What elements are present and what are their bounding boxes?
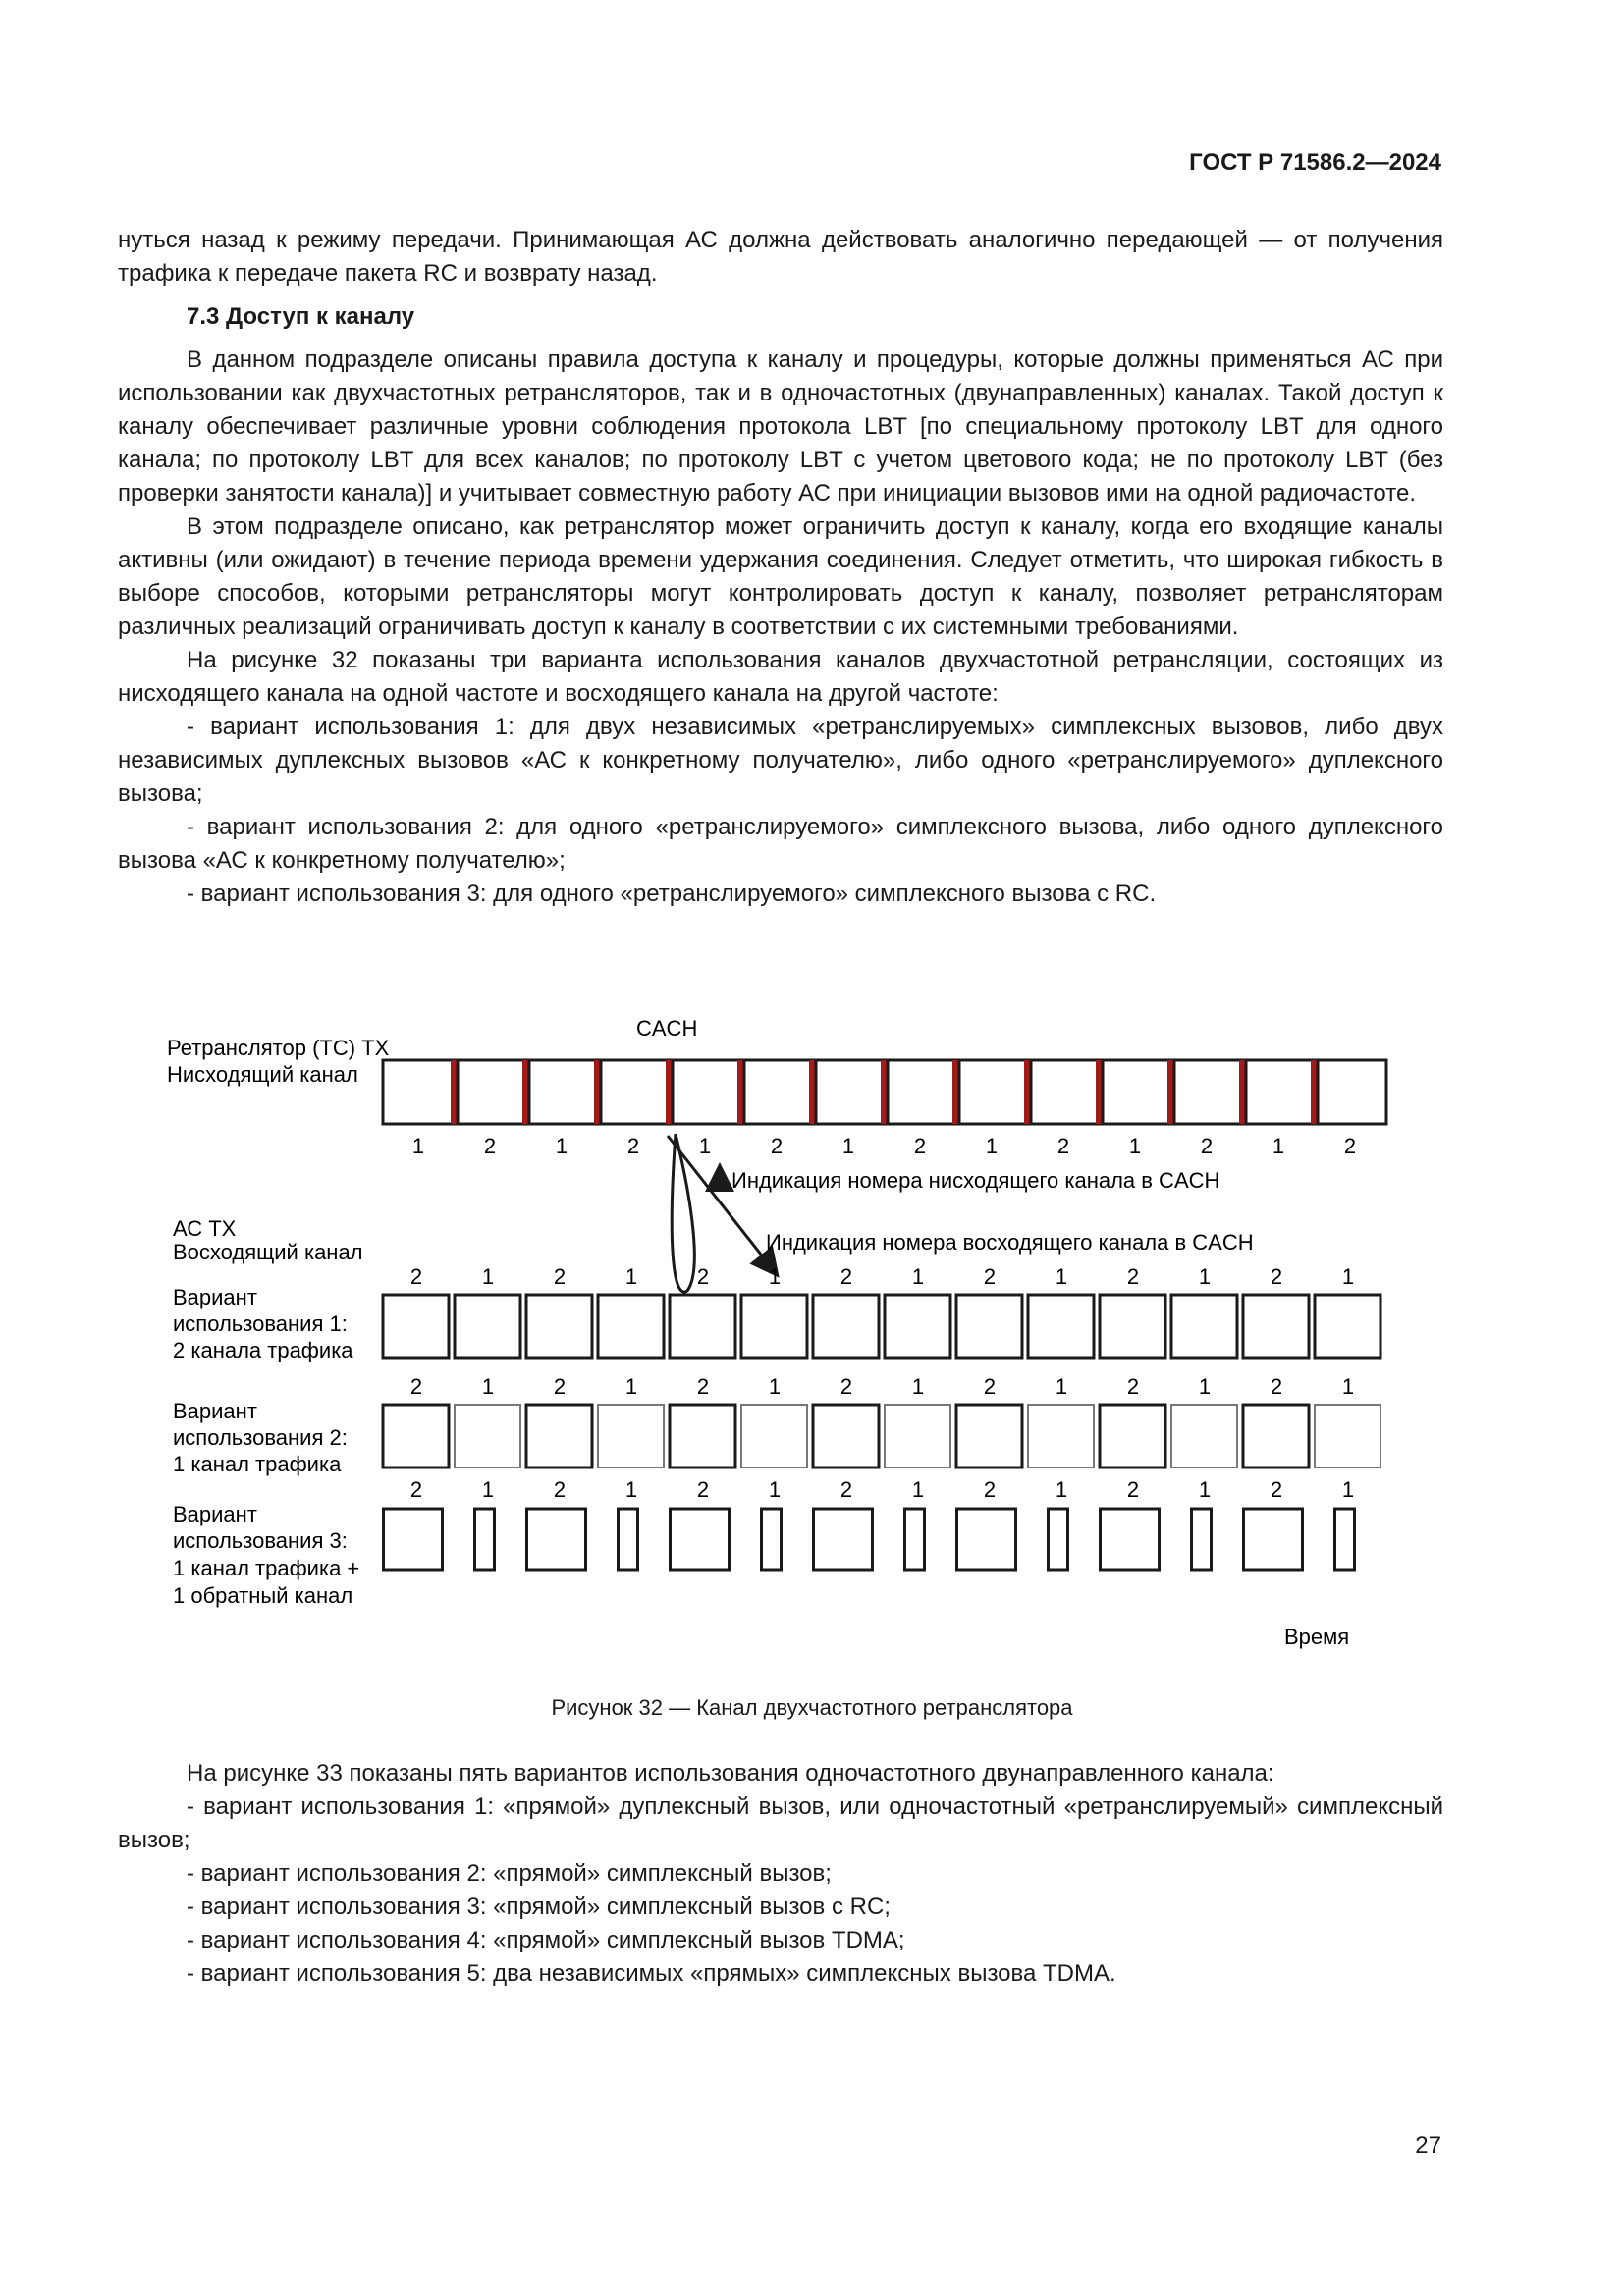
return-channel-slot (762, 1509, 782, 1570)
uplink-slot-number: 1 (481, 1374, 495, 1399)
downlink-slot-number: 1 (1272, 1134, 1285, 1158)
uplink-slot-number: 1 (481, 1477, 495, 1502)
idle-slot (741, 1405, 807, 1468)
downlink-slot-number: 2 (626, 1134, 640, 1158)
uplink-slot-number: 1 (481, 1264, 495, 1289)
uplink-slot-number: 1 (768, 1374, 782, 1399)
variant-1-label-line-1: Вариант (173, 1285, 257, 1309)
traffic-slot (598, 1295, 664, 1358)
uplink-slot-number: 2 (839, 1374, 853, 1399)
uplink-slot-number: 2 (1270, 1374, 1283, 1399)
traffic-slot (1028, 1295, 1094, 1358)
return-channel-slot (475, 1509, 495, 1570)
uplink-slot-number: 1 (624, 1264, 638, 1289)
paragraph-1: В данном подразделе описаны правила доступа к каналу и процедуры, которые должны применяться АС при использовании как двухчастотных ретрансляторов, так и в одночастотных (двунаправленных) каналах. Такой доступ к каналу обеспечивает различные уровни соблюдения протокола LBT [по специальному протоколу LBT для одного канала; по протоколу LBT для всех каналов; по протоколу LBT с учетом цветового кода; не по протоколу LBT (без проверки занятости канала)] и учитывает совместную работу АС при инициации вызовов ими на одной радиочастоте. (118, 347, 1443, 507)
traffic-slot (670, 1295, 735, 1358)
uplink-slot-number: 1 (1198, 1477, 1212, 1502)
traffic-slot (383, 1405, 449, 1468)
uplink-label-1: АС ТХ (173, 1216, 237, 1241)
downlink-slot-number: 1 (985, 1134, 999, 1158)
uplink-slot-number: 2 (1126, 1264, 1140, 1289)
time-label: Время (1284, 1625, 1350, 1649)
traffic-slot (383, 1295, 449, 1358)
uplink-slot-number: 2 (1126, 1374, 1140, 1399)
uplink-slot-number: 1 (1198, 1264, 1212, 1289)
downlink-slot-number: 2 (913, 1134, 927, 1158)
traffic-slot (455, 1295, 520, 1358)
uplink-slot-number: 1 (1055, 1477, 1068, 1502)
idle-slot (455, 1405, 520, 1468)
page-number: 27 (1415, 2132, 1441, 2159)
uplink-slot-number: 2 (409, 1477, 423, 1502)
return-channel-slot (1192, 1509, 1212, 1570)
downlink-row (383, 1060, 1386, 1124)
variant-3-label-line-4: 1 обратный канал (173, 1583, 353, 1608)
bullet-3: - вариант использования 3: для одного «ретранслируемого» симплексного вызова с RC. (187, 881, 1157, 907)
bottom-paragraph: На рисунке 33 показаны пять вариантов использования одночастотного двунаправленного канала: (187, 1760, 1274, 1787)
variant-1-label-line-3: 2 канала трафика (173, 1338, 353, 1362)
document-header: ГОСТ Р 71586.2—2024 (1189, 149, 1441, 176)
bottom-text-block (118, 1757, 1443, 1991)
uplink-slot-number: 2 (409, 1374, 423, 1399)
downlink-slot-number: 1 (698, 1134, 712, 1158)
traffic-slot (1243, 1405, 1309, 1468)
return-channel-slot (1049, 1509, 1068, 1570)
variant-1-label-line-2: использования 1: (173, 1311, 348, 1336)
uplink-slot-number: 2 (696, 1264, 710, 1289)
downlink-slot-number: 1 (841, 1134, 855, 1158)
bottom-bullet-4: - вариант использования 4: «прямой» симплексный вызов TDMA; (187, 1927, 905, 1953)
cach-bar (666, 1060, 672, 1124)
downlink-slot-number: 2 (1343, 1134, 1357, 1158)
traffic-slot (1100, 1405, 1165, 1468)
downlink-slot-number: 1 (555, 1134, 568, 1158)
uplink-slot-number: 1 (911, 1477, 925, 1502)
top-text-block (118, 224, 1443, 911)
traffic-slot (1101, 1509, 1160, 1570)
traffic-slot (885, 1295, 950, 1358)
bottom-bullet-1: - вариант использования 1: «прямой» дуплексный вызов, или одночастотный «ретранслируемый» симплексный вызов; (118, 1793, 1443, 1853)
uplink-slot-number: 2 (553, 1264, 567, 1289)
figure-32 (0, 1006, 1624, 1674)
uplink-slot-number: 2 (1270, 1477, 1283, 1502)
uplink-slot-number: 1 (911, 1264, 925, 1289)
traffic-slot (1243, 1295, 1309, 1358)
variant-3-label-line-1: Вариант (173, 1502, 257, 1526)
uplink-slot-number: 1 (1198, 1374, 1212, 1399)
uplink-slot-number: 1 (624, 1477, 638, 1502)
traffic-slot (957, 1509, 1016, 1570)
uplink-slot-number: 2 (553, 1374, 567, 1399)
downlink-slot-number: 2 (1200, 1134, 1214, 1158)
uplink-slot-number: 2 (983, 1374, 997, 1399)
uplink-slot-number: 2 (696, 1374, 710, 1399)
bottom-bullet-3: - вариант использования 3: «прямой» симплексный вызов с RC; (187, 1894, 891, 1920)
return-channel-slot (905, 1509, 925, 1570)
uplink-slot-number: 2 (553, 1477, 567, 1502)
figure-caption: Рисунок 32 — Канал двухчастотного ретранслятора (551, 1695, 1073, 1720)
downlink-label-1: Ретранслятор (ТС) ТХ (167, 1036, 390, 1060)
traffic-slot (814, 1509, 873, 1570)
cach-label: CACH (636, 1016, 698, 1041)
bottom-bullet-5: - вариант использования 5: два независимых «прямых» симплексных вызова TDMA. (187, 1960, 1116, 1987)
downlink-label-2: Нисходящий канал (167, 1062, 358, 1087)
traffic-slot (956, 1295, 1022, 1358)
uplink-label-2: Восходящий канал (173, 1240, 363, 1264)
uplink-slot-number: 1 (1341, 1477, 1355, 1502)
traffic-slot (527, 1509, 586, 1570)
variant-2-numbers (410, 1374, 1354, 1399)
traffic-slot (384, 1509, 443, 1570)
variant-3-label-line-3: 1 канал трафика + (173, 1556, 360, 1580)
uplink-slot-number: 1 (1055, 1374, 1068, 1399)
section-title: 7.3 Доступ к каналу (187, 303, 415, 330)
cach-bar (1167, 1060, 1173, 1124)
cach-bar (1096, 1060, 1102, 1124)
uplink-slot-number: 1 (1055, 1264, 1068, 1289)
bottom-bullet-2: - вариант использования 2: «прямой» симплексный вызов; (187, 1860, 832, 1887)
cach-bar (1024, 1060, 1030, 1124)
cach-bar (952, 1060, 958, 1124)
idle-slot (1315, 1405, 1380, 1468)
traffic-slot (813, 1405, 879, 1468)
uplink-slot-number: 2 (983, 1264, 997, 1289)
bullet-1: - вариант использования 1: для двух независимых «ретранслируемых» симплексных вызовов, либо двух независимых дуплексных вызовов «АС к конкретному получателю», либо одного «ретранслируемого» дуплексного вызова; (118, 714, 1443, 807)
downlink-slot-number: 2 (483, 1134, 497, 1158)
uplink-slot-number: 1 (768, 1264, 782, 1289)
traffic-slot (526, 1405, 592, 1468)
uplink-slot-number: 1 (911, 1374, 925, 1399)
downlink-numbers (412, 1134, 1356, 1158)
uplink-slot-number: 2 (1126, 1477, 1140, 1502)
return-channel-slot (619, 1509, 638, 1570)
downlink-slot-number: 1 (411, 1134, 425, 1158)
traffic-slot (956, 1405, 1022, 1468)
uplink-annotation: Индикация номера восходящего канала в CACH (766, 1230, 1254, 1255)
uplink-slot-number: 2 (1270, 1264, 1283, 1289)
variant-2-label-line-1: Вариант (173, 1399, 257, 1423)
variant-2-label-line-2: использования 2: (173, 1425, 348, 1450)
traffic-slot (671, 1509, 730, 1570)
variant-2-row (383, 1405, 1380, 1468)
cach-bar (1239, 1060, 1245, 1124)
uplink-slot-number: 2 (983, 1477, 997, 1502)
paragraph-2: В этом подразделе описано, как ретранслятор может ограничить доступ к каналу, когда его входящие каналы активны (или ожидают) в течение периода времени удержания соединения. Следует отметить, что широкая гибкость в выборе способов, которыми ретрансляторы могут контролировать доступ к каналу, позволяет ретрансляторам различных реализаций ограничивать доступ к каналу в соответствии с их системными требованиями. (118, 513, 1443, 640)
cach-bar (451, 1060, 457, 1124)
uplink-slot-number: 1 (624, 1374, 638, 1399)
figure-32-diagram (0, 1006, 1624, 1674)
traffic-slot (1100, 1295, 1165, 1358)
bullet-2: - вариант использования 2: для одного «ретранслируемого» симплексного вызова, либо одного дуплексного вызова «АС к конкретному получателю»; (118, 814, 1443, 874)
traffic-slot (670, 1405, 735, 1468)
return-channel-slot (1335, 1509, 1355, 1570)
traffic-slot (1315, 1295, 1380, 1358)
uplink-slot-number: 2 (696, 1477, 710, 1502)
cach-bar (1311, 1060, 1317, 1124)
variant-2-label-line-3: 1 канал трафика (173, 1452, 342, 1476)
paragraph-3: На рисунке 32 показаны три варианта использования каналов двухчастотной ретрансляции, состоящих из нисходящего канала на одной частоте и восходящего канала на другой частоте: (118, 647, 1443, 707)
cach-bar (809, 1060, 815, 1124)
downlink-slot-number: 2 (770, 1134, 784, 1158)
uplink-slot-number: 1 (768, 1477, 782, 1502)
traffic-slot (813, 1295, 879, 1358)
cach-bar (522, 1060, 528, 1124)
continuation-paragraph: нуться назад к режиму передачи. Принимающая АС должна действовать аналогично передающей — от получения трафика к передаче пакета RC и возврату назад. (118, 227, 1443, 287)
variant-3-row (384, 1509, 1355, 1570)
downlink-annotation: Индикация номера нисходящего канала в CACH (731, 1168, 1220, 1193)
idle-slot (598, 1405, 664, 1468)
cach-bar (737, 1060, 743, 1124)
variant-1-numbers (410, 1264, 1354, 1289)
uplink-slot-number: 2 (409, 1264, 423, 1289)
variant-3-label-line-2: использования 3: (173, 1528, 348, 1553)
uplink-arrow (668, 1136, 776, 1273)
cach-bar (594, 1060, 600, 1124)
uplink-slot-number: 1 (1341, 1264, 1355, 1289)
traffic-slot (1244, 1509, 1303, 1570)
traffic-slot (526, 1295, 592, 1358)
traffic-slot (1171, 1295, 1237, 1358)
uplink-slot-number: 2 (839, 1264, 853, 1289)
traffic-slot (741, 1295, 807, 1358)
variant-3-numbers (410, 1477, 1354, 1502)
downlink-slot-number: 1 (1128, 1134, 1142, 1158)
cach-bar (881, 1060, 887, 1124)
downlink-slot-number: 2 (1056, 1134, 1070, 1158)
uplink-slot-number: 2 (839, 1477, 853, 1502)
variant-1-row (383, 1295, 1380, 1358)
uplink-slot-number: 1 (1341, 1374, 1355, 1399)
idle-slot (1171, 1405, 1237, 1468)
idle-slot (885, 1405, 950, 1468)
idle-slot (1028, 1405, 1094, 1468)
